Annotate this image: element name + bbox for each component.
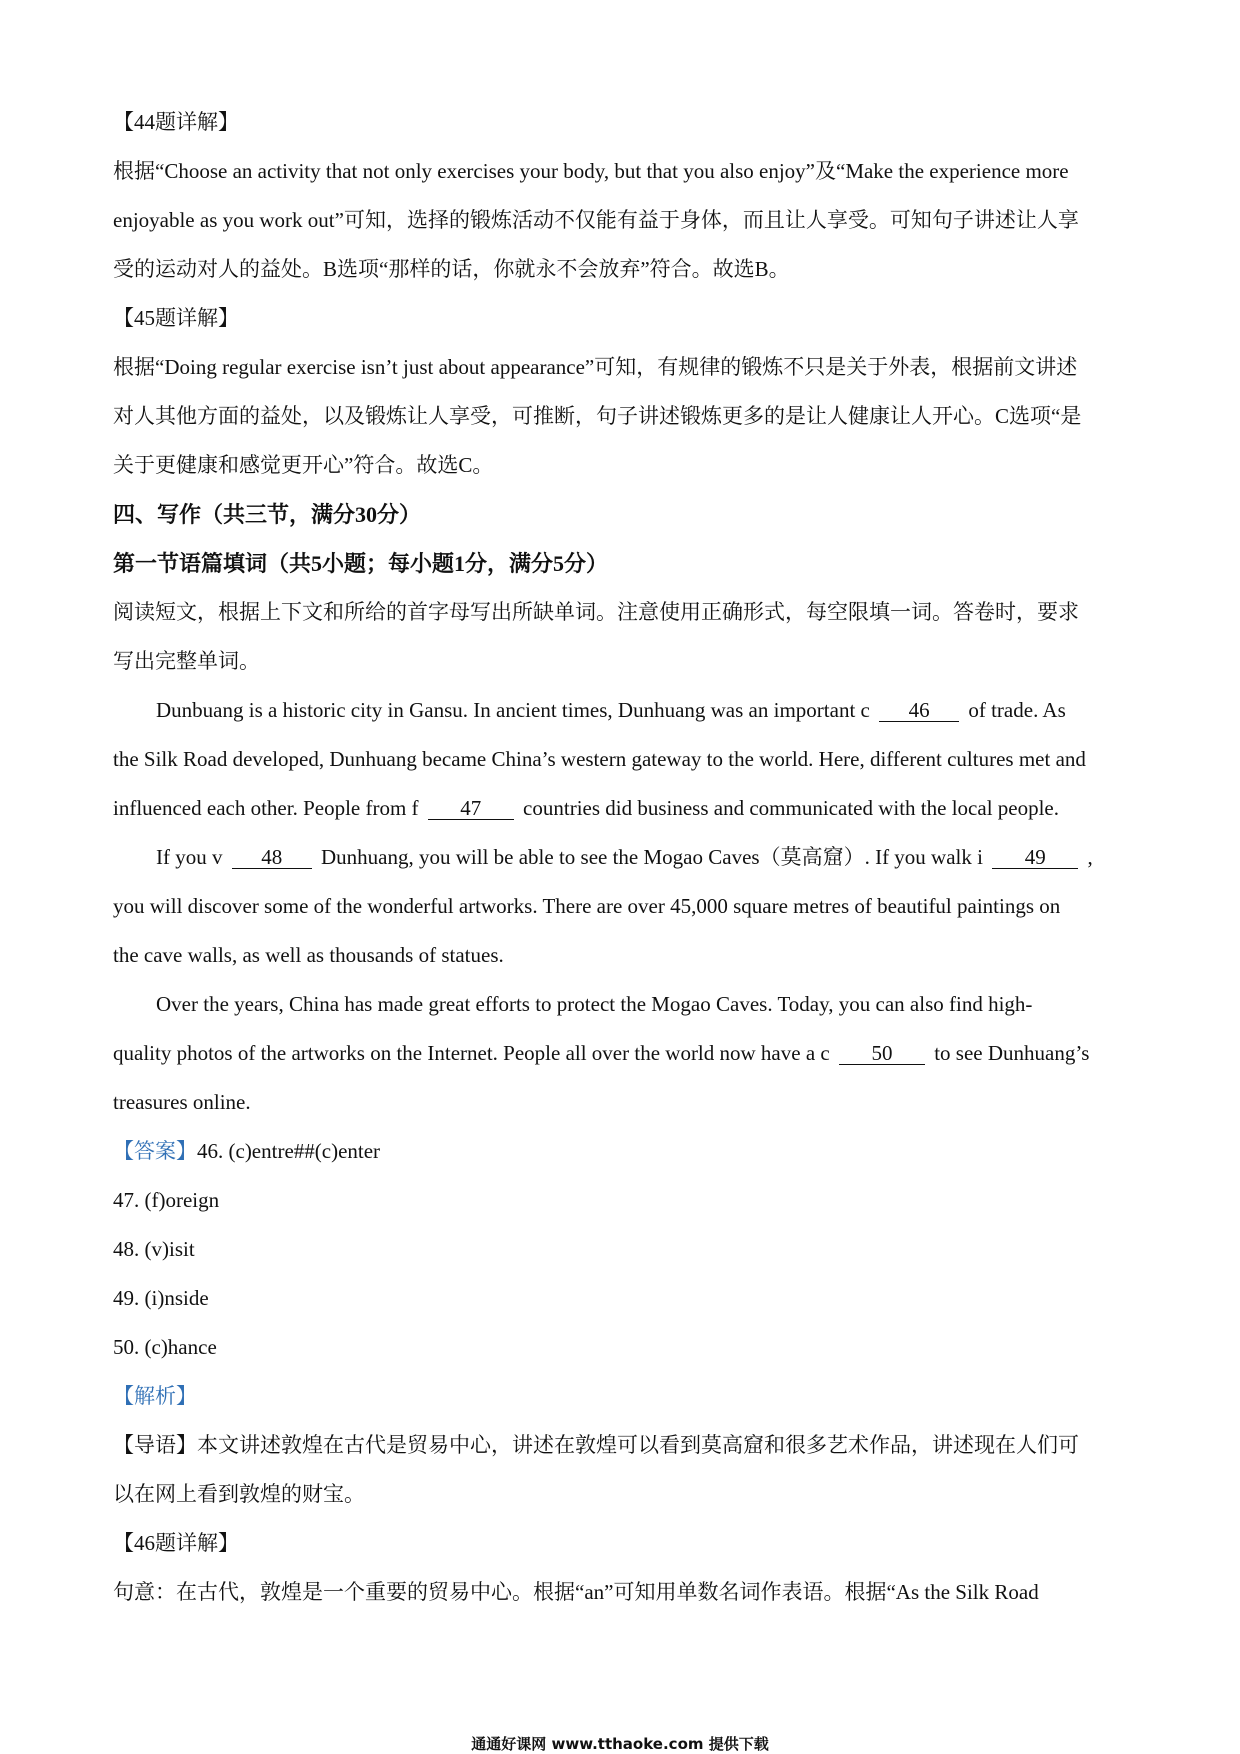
analysis-intro-line-1: 【导语】本文讲述敦煌在古代是贸易中心，讲述在敦煌可以看到莫高窟和很多艺术作品，讲述现在人们可 (113, 1433, 1079, 1457)
analysis-label: 【解析】 (113, 1384, 197, 1408)
passage-text: , (1087, 845, 1093, 869)
passage-text: to see Dunhuang’s (934, 1041, 1090, 1065)
passage-line (113, 833, 1138, 882)
q44-text-line-2: enjoyable as you work out”可知，选择的锻炼活动不仅能有益于身体，而且让人享受。可知句子讲述让人享 (113, 208, 1079, 232)
q46-title: 【46题详解】 (113, 1531, 239, 1555)
q45-text-line-1: 根据“Doing regular exercise isn’t just about appearance”可知，有规律的锻炼不只是关于外表，根据前文讲述 (113, 355, 1078, 379)
passage-line: the cave walls, as well as thousands of statues. (113, 943, 504, 967)
passage-line: the Silk Road developed, Dunhuang became China’s western gateway to the world. Here, different cultures met and (113, 747, 1086, 771)
passage-line (113, 686, 1138, 735)
blank-47: 47 (428, 797, 514, 820)
section-subheading: 第一节语篇填词（共5小题；每小题1分，满分5分） (113, 551, 609, 576)
passage-text: Dunhuang, you will be able to see the Mogao Caves（莫高窟）. If you walk i (321, 845, 983, 869)
passage-line: treasures online. (113, 1090, 251, 1114)
passage-line: you will discover some of the wonderful artworks. There are over 45,000 square metres of beautiful paintings on (113, 894, 1061, 918)
answer-label: 【答案】 (113, 1139, 197, 1163)
instruction-line-1: 阅读短文，根据上下文和所给的首字母写出所缺单词。注意使用正确形式，每空限填一词。答卷时，要求 (113, 600, 1079, 624)
answer-47: 47. (f)oreign (113, 1188, 220, 1212)
q44-text-line-1: 根据“Choose an activity that not only exercises your body, but that you also enjoy”及“Make the experience more (113, 159, 1069, 183)
instruction-line-2: 写出完整单词。 (113, 649, 260, 673)
answer-49: 49. (i)nside (113, 1286, 209, 1310)
passage-text: Dunbuang is a historic city in Gansu. In ancient times, Dunhuang was an important c (156, 698, 870, 722)
section-heading: 四、写作（共三节，满分30分） (113, 502, 422, 527)
passage-line: Over the years, China has made great efforts to protect the Mogao Caves. Today, you can also find high- (156, 992, 1033, 1016)
q44-text-line-3: 受的运动对人的益处。B选项“那样的话，你就永不会放弃”符合。故选B。 (113, 257, 790, 281)
answer-46: 46. (c)entre##(c)enter (197, 1139, 381, 1163)
answer-50: 50. (c)hance (113, 1335, 217, 1359)
answer-48: 48. (v)isit (113, 1237, 195, 1261)
q46-text-line-1: 句意：在古代，敦煌是一个重要的贸易中心。根据“an”可知用单数名词作表语。根据“As the Silk Road (113, 1580, 1039, 1604)
passage-text: of trade. As (968, 698, 1066, 722)
blank-50: 50 (839, 1042, 925, 1065)
blank-49: 49 (992, 846, 1078, 869)
answer-line (113, 1127, 1138, 1176)
passage-text: countries did business and communicated with the local people. (523, 796, 1059, 820)
q45-title: 【45题详解】 (113, 306, 239, 330)
passage-text: quality photos of the artworks on the Internet. People all over the world now have a c (113, 1041, 830, 1065)
document-page (113, 98, 1138, 1617)
q44-title: 【44题详解】 (113, 110, 239, 134)
page-footer: 通通好课网 www.tthaoke.com 提供下载 (471, 1735, 769, 1753)
blank-46: 46 (879, 699, 959, 722)
blank-48: 48 (232, 846, 312, 869)
passage-text: influenced each other. People from f (113, 796, 419, 820)
q45-text-line-3: 关于更健康和感觉更开心”符合。故选C。 (113, 453, 494, 477)
passage-text: If you v (156, 845, 223, 869)
analysis-intro-line-2: 以在网上看到敦煌的财宝。 (113, 1482, 365, 1506)
passage-line (113, 784, 1138, 833)
q45-text-line-2: 对人其他方面的益处，以及锻炼让人享受，可推断，句子讲述锻炼更多的是让人健康让人开心。C选项“是 (113, 404, 1082, 428)
passage-line (113, 1029, 1138, 1078)
